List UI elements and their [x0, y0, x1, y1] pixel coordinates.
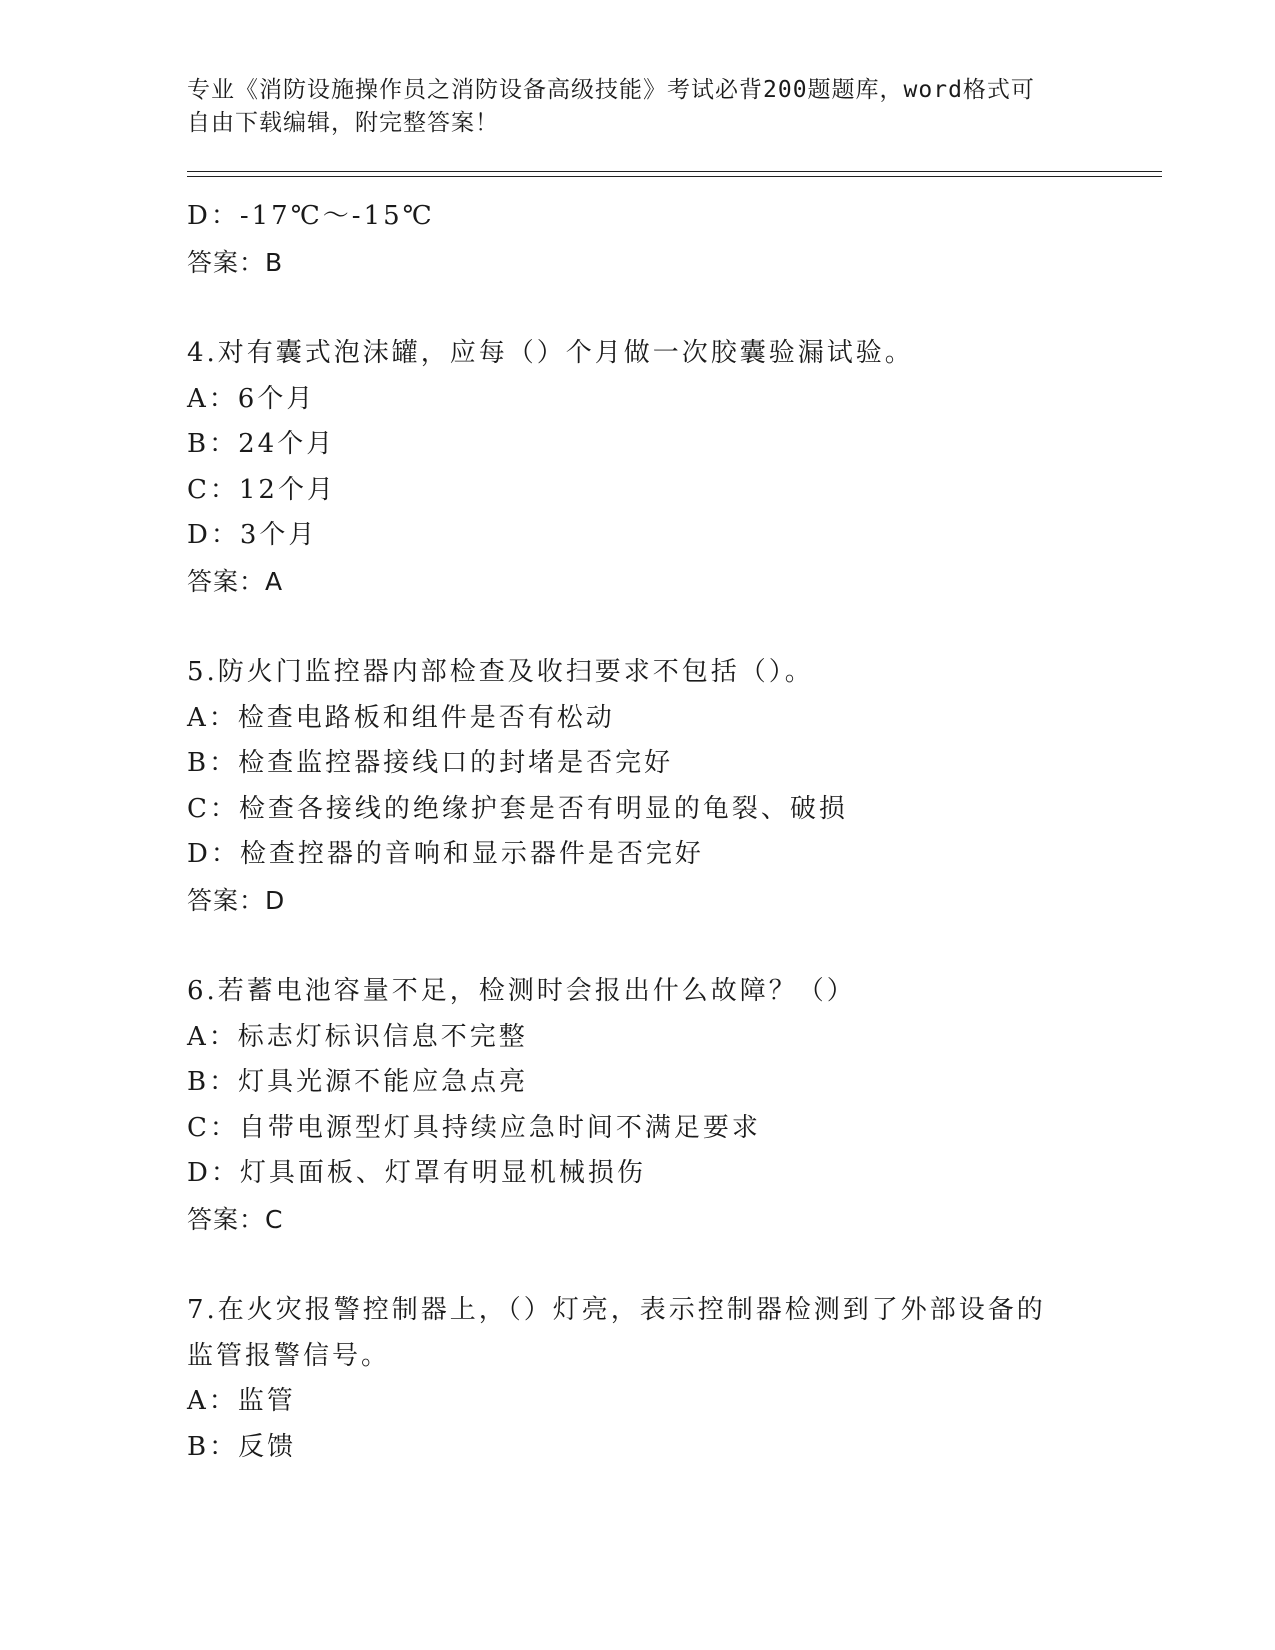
- option-b: B：检查监控器接线口的封堵是否完好: [187, 748, 674, 778]
- header-rule-bottom: [187, 176, 1162, 177]
- question-block: [187, 1288, 1087, 1470]
- question-stem: 5.防火门监控器内部检查及收扫要求不包括（）。: [187, 657, 814, 687]
- header-line-1: 专业《消防设施操作员之消防设备高级技能》考试必背200题题库，word格式可: [187, 77, 1035, 103]
- answer-line: 答案：C: [187, 1204, 284, 1234]
- option-a: A：标志灯标识信息不完整: [187, 1021, 528, 1052]
- option-b: B：灯具光源不能应急点亮: [187, 1067, 529, 1097]
- option-d: D：-17℃～-15℃: [187, 201, 435, 231]
- option-c: C：12个月: [187, 474, 336, 505]
- option-b: B：24个月: [187, 429, 336, 459]
- question-block: [187, 650, 1087, 923]
- option-d: D：灯具面板、灯罩有明显机械损伤: [187, 1158, 646, 1188]
- option-b: B：反馈: [187, 1431, 297, 1462]
- option-d: D：检查控器的音响和显示器件是否完好: [187, 839, 704, 869]
- question-block: [187, 969, 1087, 1242]
- question-block: [187, 331, 1087, 604]
- question-stem: 6.若蓄电池容量不足，检测时会报出什么故障？（）: [187, 976, 856, 1006]
- header-line-2: 自由下载编辑，附完整答案！: [187, 110, 499, 136]
- question-stem-continued: 监管报警信号。: [187, 1340, 391, 1371]
- option-c: C：自带电源型灯具持续应急时间不满足要求: [187, 1112, 761, 1143]
- answer-line: 答案：B: [187, 247, 284, 277]
- answer-line: 答案：A: [187, 566, 284, 596]
- header-rule-top: [187, 171, 1162, 172]
- question-list: [187, 194, 1087, 1470]
- option-a: A：检查电路板和组件是否有松动: [187, 702, 615, 733]
- option-c: C：检查各接线的绝缘护套是否有明显的龟裂、破损: [187, 793, 848, 824]
- document-header: [187, 74, 1087, 140]
- option-a: A：6个月: [187, 383, 316, 414]
- answer-line: 答案：D: [187, 885, 286, 915]
- option-d: D：3个月: [187, 520, 318, 550]
- question-stem: 7.在火灾报警控制器上，（）灯亮，表示控制器检测到了外部设备的: [187, 1295, 1046, 1325]
- question-stem: 4.对有囊式泡沫罐，应每（）个月做一次胶囊验漏试验。: [187, 338, 914, 368]
- option-a: A：监管: [187, 1386, 296, 1416]
